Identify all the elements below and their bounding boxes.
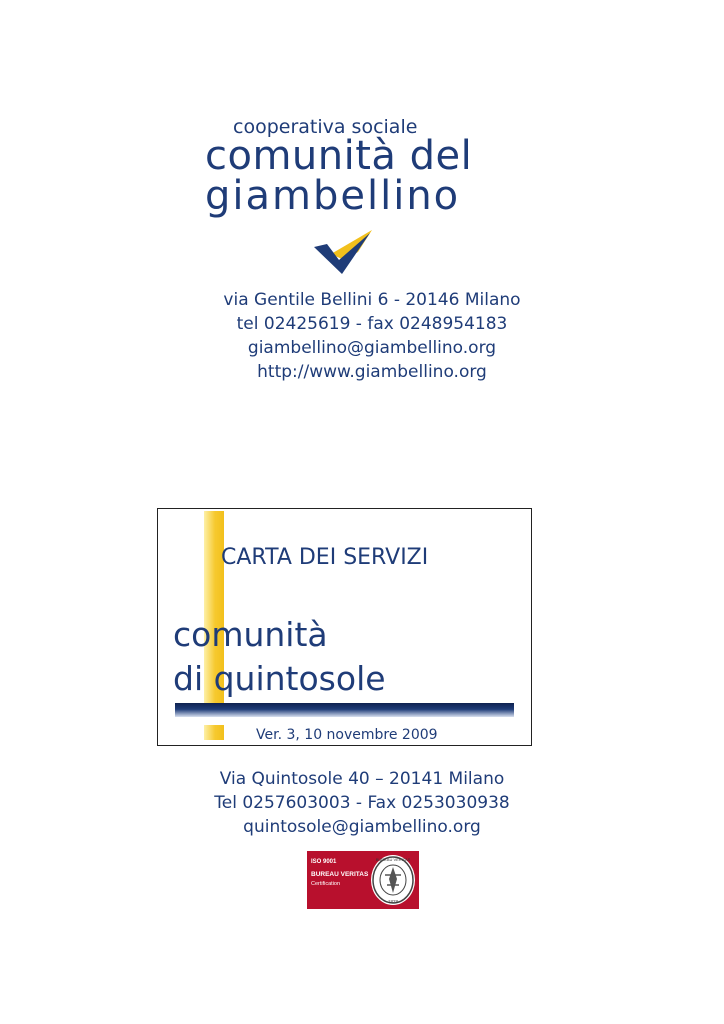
card-heading: CARTA DEI SERVIZI <box>221 545 429 570</box>
certification-type: Certification <box>311 881 341 887</box>
head-office-address: via Gentile Bellini 6 - 20146 Milano <box>223 290 521 310</box>
certification-badge <box>307 851 419 909</box>
head-office-website[interactable]: http://www.giambellino.org <box>257 362 487 382</box>
seal-text-top: BUREAU VERITAS <box>375 857 411 862</box>
organization-name-line1: comunità del <box>205 133 473 179</box>
card-version: Ver. 3, 10 novembre 2009 <box>256 727 438 743</box>
seal-year: 1828 <box>387 899 399 904</box>
organization-name-line2: giambellino <box>205 173 461 219</box>
organization-subtitle: cooperativa sociale <box>233 116 418 138</box>
head-office-email[interactable]: giambellino@giambellino.org <box>247 338 497 358</box>
bureau-veritas-seal-icon <box>369 853 417 907</box>
card-title-line1: comunità <box>173 615 328 654</box>
certification-issuer: BUREAU VERITAS <box>311 871 369 878</box>
yellow-accent-block <box>204 725 224 740</box>
facility-phone-fax: Tel 0257603003 - Fax 0253030938 <box>214 793 510 813</box>
head-office-phone-fax: tel 02425619 - fax 0248954183 <box>236 314 508 334</box>
navy-divider-bar <box>175 703 514 717</box>
card-title <box>173 613 386 701</box>
organization-name <box>205 133 473 219</box>
card-title-line2: di quintosole <box>173 659 386 698</box>
facility-contact <box>0 767 724 839</box>
head-office-contact <box>10 288 724 384</box>
facility-address: Via Quintosole 40 – 20141 Milano <box>219 769 505 789</box>
checkmark-logo-icon <box>314 230 372 274</box>
facility-email[interactable]: quintosole@giambellino.org <box>243 817 481 837</box>
certification-standard: ISO 9001 <box>311 859 337 865</box>
